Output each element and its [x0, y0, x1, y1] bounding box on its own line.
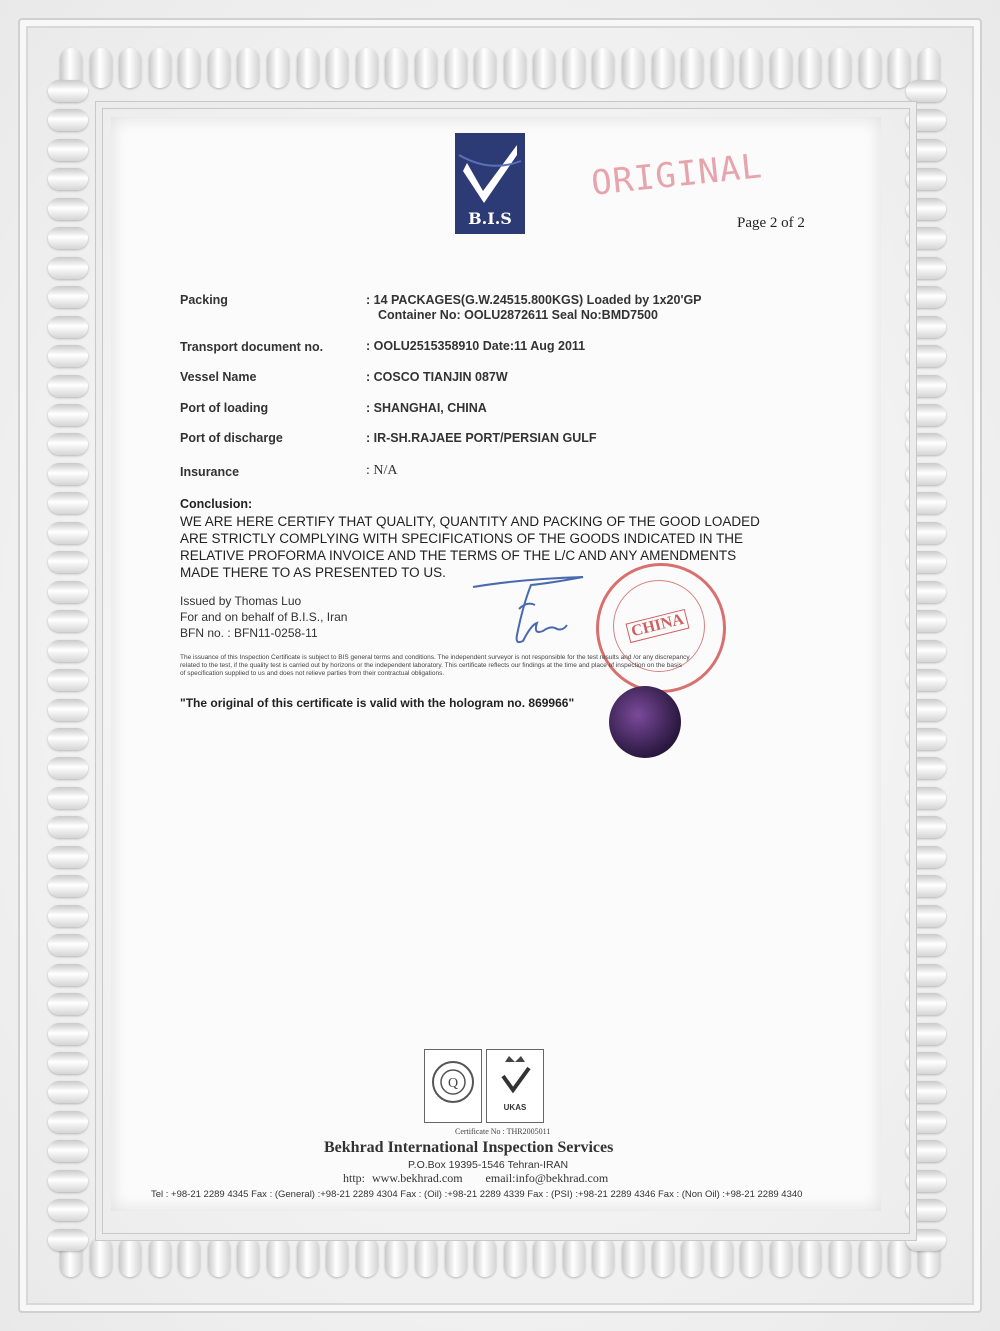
- frame-bead: [799, 48, 821, 88]
- frame-bead: [48, 1052, 88, 1074]
- field-label-vessel: Vessel Name: [180, 370, 257, 384]
- frame-bead: [48, 286, 88, 308]
- hologram-note: "The original of this certificate is valid with the hologram no. 869966": [180, 696, 575, 710]
- frame-bead: [237, 1237, 259, 1277]
- conclusion-line: MADE THERE TO AS PRESENTED TO US.: [180, 565, 446, 580]
- frame-bead-bottom: [60, 1237, 940, 1283]
- field-label-packing: Packing: [180, 293, 228, 307]
- frame-bead: [622, 1237, 644, 1277]
- website: http: www.bekhrad.com: [343, 1171, 463, 1185]
- frame-bead: [445, 48, 467, 88]
- frame-bead: [474, 1237, 496, 1277]
- frame-bead: [356, 48, 378, 88]
- frame-bead: [415, 48, 437, 88]
- frame-bead: [48, 345, 88, 367]
- issued-by: Issued by Thomas Luo: [180, 594, 302, 608]
- frame-bead: [119, 1237, 141, 1277]
- frame-bead: [208, 48, 230, 88]
- frame-bead: [474, 48, 496, 88]
- hologram-seal: [609, 686, 681, 758]
- iso-seal-icon: [425, 1050, 481, 1122]
- frame-bead: [48, 934, 88, 956]
- frame-bead: [48, 463, 88, 485]
- frame-bead: [48, 109, 88, 131]
- frame-bead: [652, 1237, 674, 1277]
- frame-bead: [48, 522, 88, 544]
- frame-bead: [297, 1237, 319, 1277]
- bis-logo: [455, 133, 525, 234]
- frame-bead: [385, 1237, 407, 1277]
- frame-bead: [563, 48, 585, 88]
- frame-bead: [48, 433, 88, 455]
- frame-bead: [770, 1237, 792, 1277]
- conclusion-line: WE ARE HERE CERTIFY THAT QUALITY, QUANTITY AND PACKING OF THE GOOD LOADED: [180, 514, 760, 529]
- frame-bead: [48, 1023, 88, 1045]
- frame-bead: [48, 1170, 88, 1192]
- frame-bead: [652, 48, 674, 88]
- frame-bead: [533, 1237, 555, 1277]
- company-address: P.O.Box 19395-1546 Tehran-IRAN: [408, 1159, 569, 1171]
- field-value-discharge: : IR-SH.RAJAEE PORT/PERSIAN GULF: [366, 431, 597, 445]
- frame-bead: [149, 48, 171, 88]
- field-label-insurance: Insurance: [180, 465, 240, 479]
- on-behalf: For and on behalf of B.I.S., Iran: [180, 610, 348, 624]
- field-label-discharge: Port of discharge: [180, 431, 283, 445]
- frame-bead: [48, 1111, 88, 1133]
- frame-bead: [326, 48, 348, 88]
- original-stamp: ORIGINAL: [589, 146, 765, 204]
- frame-bead: [48, 80, 88, 102]
- frame-bead: [48, 375, 88, 397]
- frame-bead: [740, 1237, 762, 1277]
- frame-bead: [829, 48, 851, 88]
- frame-bead: [237, 48, 259, 88]
- stamp-china-text: CHINA: [625, 609, 689, 643]
- frame-bead: [48, 816, 88, 838]
- conclusion-heading: Conclusion:: [180, 497, 253, 511]
- frame-bead: [445, 1237, 467, 1277]
- frame-bead: [178, 48, 200, 88]
- field-value-insurance: : N/A: [366, 463, 398, 478]
- conclusion-line: ARE STRICTLY COMPLYING WITH SPECIFICATIONS OF THE GOODS INDICATED IN THE: [180, 531, 744, 546]
- bfn-number: BFN no. : BFN11-0258-11: [180, 626, 318, 640]
- frame-bead: [48, 257, 88, 279]
- frame-bead: [48, 492, 88, 514]
- frame-bead: [681, 48, 703, 88]
- frame-bead: [504, 48, 526, 88]
- frame-bead: [799, 1237, 821, 1277]
- frame-bead: [48, 198, 88, 220]
- frame-bead: [740, 48, 762, 88]
- frame-bead: [711, 1237, 733, 1277]
- frame-bead: [48, 875, 88, 897]
- conclusion-line: RELATIVE PROFORMA INVOICE AND THE TERMS OF THE L/C AND ANY AMENDMENTS: [180, 548, 737, 563]
- certificate-number: Certificate No : THR2005011: [455, 1127, 551, 1136]
- frame-bead: [681, 1237, 703, 1277]
- frame-bead: [48, 1229, 88, 1251]
- frame-bead-top: [60, 48, 940, 94]
- fine-print-line: The issuance of this Inspection Certificate is subject to BIS general terms and conditions. The independent surveyor is not responsible for the test results and /or any discrepancy: [180, 654, 690, 661]
- fine-print-line: of specification supplied to us and does not relieve parties from their contractual obligations.: [180, 670, 445, 677]
- frame-bead: [48, 227, 88, 249]
- ukas-label: UKAS: [503, 1103, 527, 1112]
- frame-bead: [48, 168, 88, 190]
- frame-bead: [208, 1237, 230, 1277]
- field-label-transport: Transport document no.: [180, 340, 324, 354]
- frame-bead: [504, 1237, 526, 1277]
- frame-bead: [48, 581, 88, 603]
- certificate-page: [111, 117, 881, 1211]
- frame-bead: [48, 846, 88, 868]
- frame-bead: [48, 757, 88, 779]
- frame-bead: [48, 699, 88, 721]
- frame-bead: [859, 48, 881, 88]
- frame-bead: [297, 48, 319, 88]
- frame-bead: [622, 48, 644, 88]
- frame-bead-left: [48, 80, 94, 1251]
- frame-bead: [563, 1237, 585, 1277]
- frame-bead: [592, 1237, 614, 1277]
- frame-bead: [48, 905, 88, 927]
- field-value-loading: : SHANGHAI, CHINA: [366, 401, 487, 415]
- frame-bead: [533, 48, 555, 88]
- frame-bead: [829, 1237, 851, 1277]
- fine-print: [180, 654, 810, 678]
- field-value-transport: : OOLU2515358910 Date:11 Aug 2011: [366, 339, 586, 353]
- frame-bead: [48, 139, 88, 161]
- frame-bead: [48, 728, 88, 750]
- frame-bead: [178, 1237, 200, 1277]
- frame-bead: [592, 48, 614, 88]
- frame-bead: [770, 48, 792, 88]
- company-name: Bekhrad International Inspection Services: [324, 1139, 614, 1156]
- iso-cert-logo: [424, 1049, 482, 1123]
- frame-bead: [415, 1237, 437, 1277]
- frame-bead: [267, 48, 289, 88]
- frame-bead: [48, 1081, 88, 1103]
- issued-block: [180, 593, 347, 641]
- frame-bead: [326, 1237, 348, 1277]
- svg-text:Q: Q: [448, 1076, 459, 1091]
- field-value-packing: : 14 PACKAGES(G.W.24515.800KGS) Loaded by 1x20'GP: [366, 293, 702, 307]
- ukas-cert-logo: [486, 1049, 544, 1123]
- frame-bead: [48, 1140, 88, 1162]
- page-number: Page 2 of 2: [737, 215, 805, 231]
- frame-bead: [48, 1199, 88, 1221]
- frame-bead: [906, 80, 946, 102]
- frame-bead: [711, 48, 733, 88]
- contact-numbers: Tel : +98-21 2289 4345 Fax : (General) :+98-21 2289 4304 Fax : (Oil) :+98-21 2289 4339 Fax : (PSI) :+98-21 2289 4346 Fax : (Non Oil) :+98-21 2289 4340: [151, 1189, 803, 1200]
- web-line: [343, 1171, 608, 1186]
- fine-print-line: related to the test, if the quality test is carried out by horizons or the independent laboratory. This certificate reflects our findings at the time and place of inspection on the basis: [180, 662, 682, 669]
- frame-bead: [48, 551, 88, 573]
- frame-bead: [356, 1237, 378, 1277]
- frame-bead: [48, 610, 88, 632]
- frame-bead: [48, 404, 88, 426]
- frame-bead: [48, 640, 88, 662]
- frame-bead: [48, 316, 88, 338]
- field-value-container: Container No: OOLU2872611 Seal No:BMD7500: [378, 308, 658, 322]
- field-value-vessel: : COSCO TIANJIN 087W: [366, 370, 508, 384]
- logo-text: B.I.S: [468, 209, 512, 228]
- frame-bead: [48, 669, 88, 691]
- frame-bead: [119, 48, 141, 88]
- frame-bead: [385, 48, 407, 88]
- frame-bead: [267, 1237, 289, 1277]
- certification-logos: [424, 1049, 544, 1129]
- frame-bead: [48, 993, 88, 1015]
- frame-bead: [149, 1237, 171, 1277]
- frame-bead: [859, 1237, 881, 1277]
- frame-bead: [48, 787, 88, 809]
- field-label-loading: Port of loading: [180, 401, 269, 415]
- signature: [471, 565, 611, 655]
- frame-bead: [48, 964, 88, 986]
- email: email:info@bekhrad.com: [485, 1171, 609, 1185]
